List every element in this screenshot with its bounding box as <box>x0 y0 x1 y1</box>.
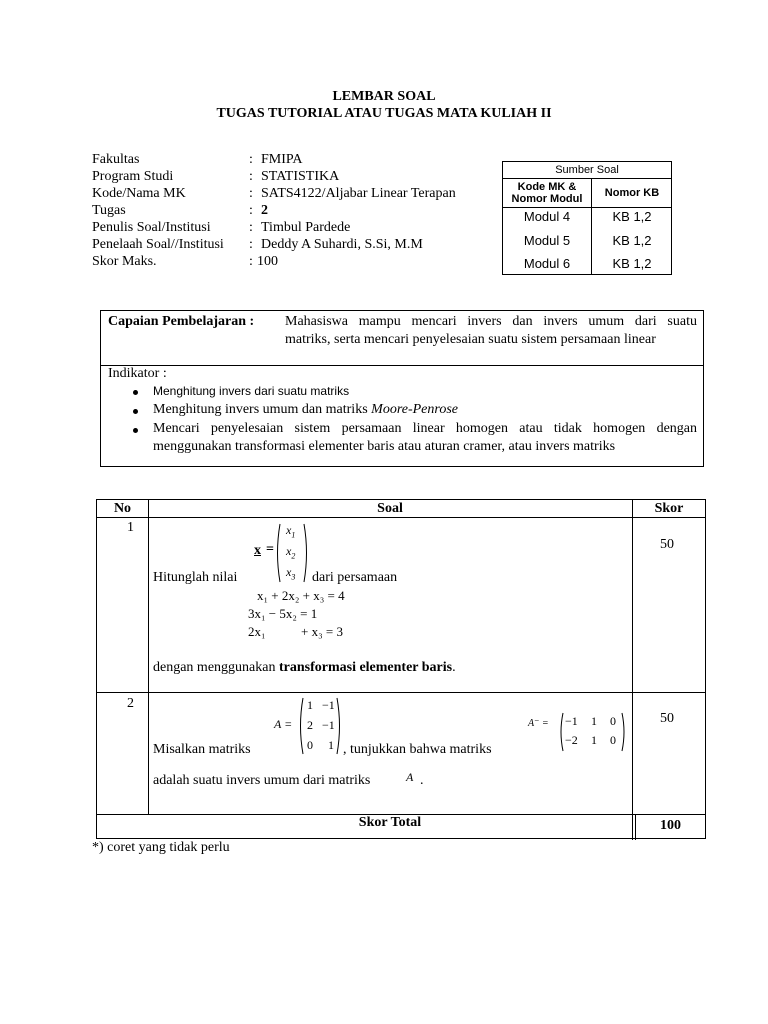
sumber-modul: Modul 5 <box>523 233 571 248</box>
capaian-label: Capaian Pembelajaran : <box>108 314 255 329</box>
indikator-item-italic: Moore-Penrose <box>371 402 458 417</box>
footnote: *) coret yang tidak perlu <box>92 840 230 855</box>
q1-closing-text: dengan menggunakan <box>153 660 276 675</box>
capaian-text-line1: Mahasiswa mampu mencari invers dan invers umum dari suatu <box>285 314 697 329</box>
info-value-penelaah: Deddy A Suhardi, S.Si, M.M <box>261 237 423 252</box>
info-colon: : <box>249 152 253 167</box>
col-header-skor: Skor <box>654 501 684 516</box>
q2-number: 2 <box>127 696 134 711</box>
bullet-icon <box>133 428 138 433</box>
matrix-bracket-icon <box>297 696 343 756</box>
equation-3-lhs: 2x₁ <box>248 624 266 639</box>
vector-x-label: x <box>254 543 261 558</box>
matrix-cell: 1 <box>328 738 334 752</box>
info-colon: : <box>249 186 253 201</box>
matrix-cell: −2 <box>565 733 578 747</box>
matrix-cell: 1 <box>307 698 313 712</box>
matrix-a-label: A = <box>274 717 293 731</box>
sumber-col-kode-line2: Nomor Modul <box>511 193 583 205</box>
sumber-title: Sumber Soal <box>555 164 619 176</box>
vector-entry: $x_2$ <box>286 544 296 561</box>
matrix-a <box>297 696 343 756</box>
info-colon: : <box>249 220 253 235</box>
equation-1: x₁ + 2x₂ + x₃ = 4 <box>257 588 345 603</box>
q1-suffix: dari persamaan <box>312 570 398 585</box>
bullet-icon <box>133 409 138 414</box>
info-colon: : <box>249 254 253 269</box>
page-subtitle: TUGAS TUTORIAL ATAU TUGAS MATA KULIAH II <box>216 106 552 121</box>
skor-total-value: 100 <box>660 818 681 833</box>
indikator-label: Indikator : <box>108 366 167 381</box>
q2-skor: 50 <box>660 711 674 726</box>
info-value-penulis: Timbul Pardede <box>261 220 351 235</box>
indikator-item <box>153 402 458 418</box>
matrix-cell: −1 <box>565 714 578 728</box>
info-value-tugas: 2 <box>261 203 268 218</box>
vector-entry: $x_3$ <box>286 565 296 582</box>
q1-prefix: Hitunglah nilai <box>153 570 238 585</box>
indikator-item-text: Menghitung invers umum dan matriks <box>153 402 368 417</box>
matrix-cell: 0 <box>610 733 616 747</box>
info-label-kode: Kode/Nama MK <box>92 186 186 201</box>
capaian-box <box>100 310 704 467</box>
indikator-item-cont: menggunakan transformasi elementer baris atau aturan cramer, atau invers matriks <box>153 439 616 454</box>
info-label-tugas: Tugas <box>92 203 126 218</box>
q1-closing-bold: transformasi elementer baris <box>278 660 453 675</box>
matrix-cell: −1 <box>322 698 335 712</box>
sumber-col-kode <box>503 181 591 205</box>
sumber-col-kode-line1: Kode MK & <box>517 181 577 193</box>
bullet-icon <box>133 390 138 395</box>
q2-matrix-ref: A <box>406 770 414 784</box>
matrix-cell: 0 <box>610 714 616 728</box>
info-value-skor: 100 <box>257 254 278 269</box>
info-label-penelaah: Penelaah Soal//Institusi <box>92 237 224 252</box>
info-value-prodi: STATISTIKA <box>261 169 340 184</box>
q2-text3-end: . <box>420 773 424 788</box>
sumber-kb: KB 1,2 <box>612 209 652 224</box>
info-value-fakultas: FMIPA <box>261 152 303 167</box>
info-colon: : <box>249 169 253 184</box>
info-colon: : <box>249 203 253 218</box>
matrix-cell: 1 <box>591 714 597 728</box>
soal-table <box>96 499 706 839</box>
matrix-cell: −1 <box>322 718 335 732</box>
equation-2: 3x₁ − 5x₂ = 1 <box>248 606 318 621</box>
q2-text3: adalah suatu invers umum dari matriks <box>153 773 371 788</box>
vector-equals: = <box>266 542 274 557</box>
skor-total-label: Skor Total <box>358 815 422 830</box>
equation-3-rhs: + x₃ = 3 <box>301 624 343 639</box>
q1-number: 1 <box>127 520 134 535</box>
sumber-modul: Modul 4 <box>523 209 571 224</box>
matrix-cell: 1 <box>591 733 597 747</box>
matrix-ainv-label: A⁻ = <box>528 718 549 729</box>
info-value-kode: SATS4122/Aljabar Linear Terapan <box>261 186 456 201</box>
matrix-cell: 2 <box>307 718 313 732</box>
matrix-ainv <box>558 711 628 753</box>
q1-closing <box>153 660 456 676</box>
vector-x <box>274 522 310 584</box>
q2-text1: Misalkan matriks <box>153 742 251 757</box>
indikator-item: Menghitung invers dari suatu matriks <box>153 384 350 398</box>
q1-closing-dot: . <box>452 660 456 675</box>
sumber-soal-table <box>502 161 672 275</box>
col-header-no: No <box>113 501 132 516</box>
vector-entry: $x_1$ <box>286 523 296 540</box>
page-title: LEMBAR SOAL <box>332 89 436 104</box>
sumber-kb: KB 1,2 <box>612 233 652 248</box>
sumber-modul: Modul 6 <box>523 256 571 271</box>
capaian-text-line2: matriks, serta mencari penyelesaian suatu sistem persamaan linear <box>285 332 656 347</box>
sumber-col-kb: Nomor KB <box>604 187 660 199</box>
q2-text2: , tunjukkan bahwa matriks <box>343 742 492 757</box>
col-header-soal: Soal <box>377 501 403 516</box>
info-colon: : <box>249 237 253 252</box>
matrix-cell: 0 <box>307 738 313 752</box>
indikator-item: Mencari penyelesaian sistem persamaan linear homogen atau tidak homogen dengan <box>153 421 697 436</box>
info-label-skor: Skor Maks. <box>92 254 157 269</box>
info-label-penulis: Penulis Soal/Institusi <box>92 220 211 235</box>
sumber-kb: KB 1,2 <box>612 256 652 271</box>
q1-skor: 50 <box>660 537 674 552</box>
info-label-fakultas: Fakultas <box>92 152 140 167</box>
info-label-prodi: Program Studi <box>92 169 174 184</box>
